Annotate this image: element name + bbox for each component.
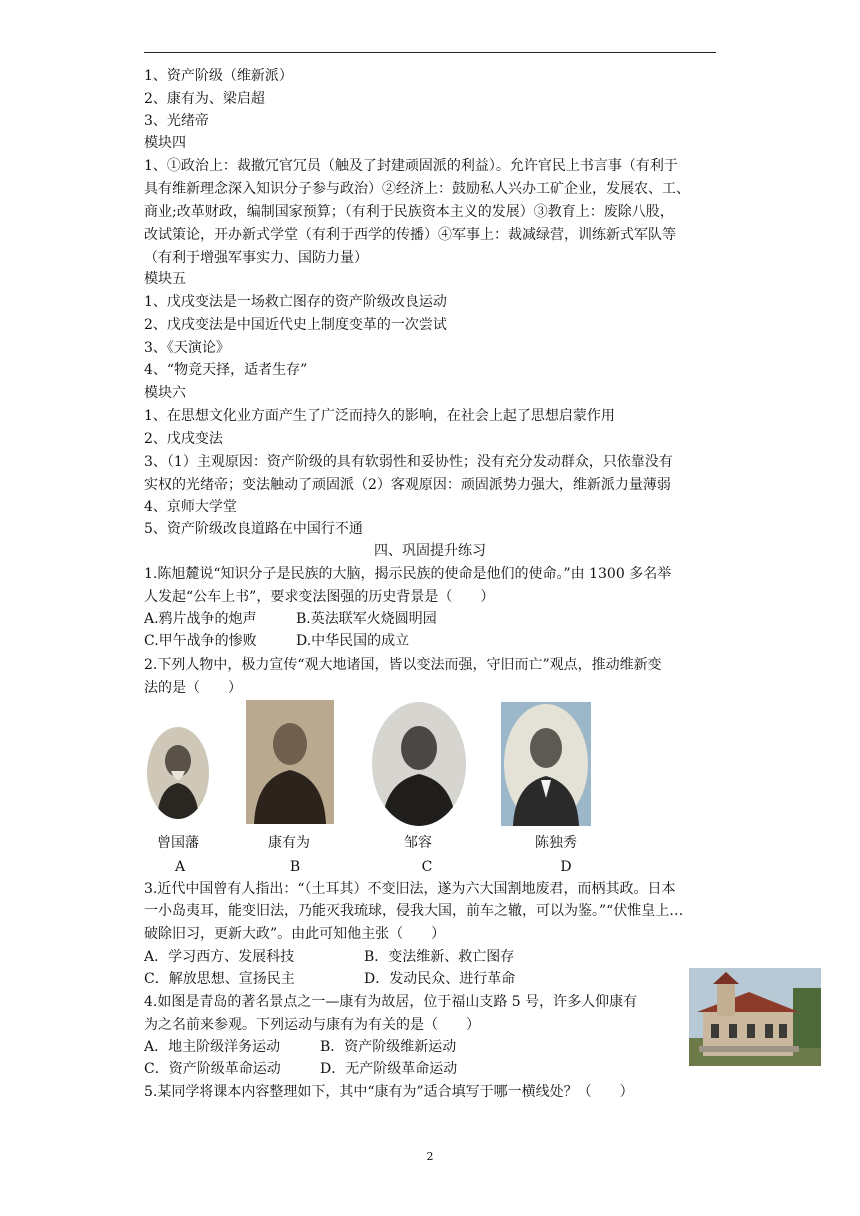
question-1-stem: 人发起“公车上书”，要求变法图强的历史背景是（ ） [144, 589, 495, 605]
answer-line: 1、①政治上：裁撤冗官冗员（触及了封建顽固派的利益）。允许官民上书言事（有利于 [144, 158, 678, 174]
answer-line: 2、康有为、梁启超 [144, 91, 265, 107]
page-number: 2 [426, 1150, 434, 1163]
module-heading: 模块四 [144, 135, 186, 151]
question-2-stem: 2.下列人物中，极力宣传“观大地诸国，皆以变法而强，守旧而亡”观点，推动维新变 [144, 657, 662, 673]
module-heading: 模块五 [144, 271, 186, 287]
question-5-stem: 5.某同学将课本内容整理如下，其中“康有为”适合填写于哪一横线处？（ ） [144, 1084, 634, 1100]
question-4-stem: 4.如图是青岛的著名景点之一—康有为故居，位于福山支路 5 号，许多人仰康有 [144, 994, 638, 1010]
question-2-stem: 法的是（ ） [144, 680, 242, 696]
answer-line: 实权的光绪帝；变法触动了顽固派（2）客观原因：顽固派势力强大，维新派力量薄弱 [144, 477, 671, 493]
q1-option-b: B.英法联军火烧圆明园 [296, 611, 437, 627]
portrait-zou-rong [372, 702, 466, 826]
caption-name-a: 曾国藩 [157, 835, 199, 851]
question-3-stem: 一小岛夷耳，能变旧法，乃能灭我琉球，侵我大国，前车之辙，可以为鉴。”“伏惟皇上… [144, 903, 684, 919]
answer-line: 5、资产阶级改良道路在中国行不通 [144, 521, 363, 537]
caption-name-d: 陈独秀 [535, 835, 577, 851]
answer-line: 4、“物竞天择，适者生存” [144, 362, 308, 378]
q3-option-c: C．解放思想、宣扬民主 [144, 971, 295, 987]
caption-letter-c: C [421, 859, 433, 875]
answer-line: （有利于增强军事实力、国防力量） [144, 250, 368, 266]
caption-name-c: 邹容 [404, 835, 432, 851]
q3-option-a: A．学习西方、发展科技 [144, 949, 295, 965]
q4-option-a: A．地主阶级洋务运动 [144, 1039, 281, 1055]
q4-option-c: C．资产阶级革命运动 [144, 1061, 281, 1077]
answer-line: 4、京师大学堂 [144, 499, 237, 515]
header-rule [144, 52, 716, 53]
caption-letter-d: D [560, 859, 572, 875]
answer-line: 2、戊戌变法 [144, 431, 223, 447]
q1-option-d: D.中华民国的成立 [296, 633, 410, 649]
question-4-stem: 为之名前来参观。下列运动与康有为有关的是（ ） [144, 1017, 480, 1033]
answer-line: 1、资产阶级（维新派） [144, 68, 293, 84]
caption-name-b: 康有为 [268, 835, 310, 851]
answer-line: 1、在思想文化业方面产生了广泛而持久的影响，在社会上起了思想启蒙作用 [144, 408, 615, 424]
kang-youwei-residence-photo [689, 968, 821, 1066]
q1-option-c: C.甲午战争的惨败 [144, 633, 257, 649]
caption-letter-a: A [174, 859, 186, 875]
section-heading: 四、巩固提升练习 [374, 543, 486, 559]
q3-option-d: D．发动民众、进行革命 [364, 971, 516, 987]
answer-line: 3、（1）主观原因：资产阶级的具有软弱性和妥协性；没有充分发动群众，只依靠没有 [144, 454, 673, 470]
question-3-stem: 3.近代中国曾有人指出：“（土耳其）不变旧法，遂为六大国割地废君，而柄其政。日本 [144, 881, 676, 897]
question-1-stem: 1.陈旭麓说“知识分子是民族的大脑，揭示民族的使命是他们的使命。”由 1300 多名举 [144, 566, 672, 582]
portrait-zeng-guofan [147, 727, 209, 819]
answer-line: 3、《天演论》 [144, 340, 230, 356]
portrait-kang-youwei [246, 700, 334, 824]
portrait-chen-duxiu [501, 702, 591, 826]
answer-line: 3、光绪帝 [144, 113, 209, 129]
module-heading: 模块六 [144, 385, 186, 401]
answer-line: 具有维新理念深入知识分子参与政治）②经济上：鼓励私人兴办工矿企业，发展农、工、 [144, 181, 690, 197]
answer-line: 改试策论，开办新式学堂（有利于西学的传播）④军事上：裁减绿营，训练新式军队等 [144, 227, 676, 243]
q4-option-b: B．资产阶级维新运动 [320, 1039, 457, 1055]
q3-option-b: B．变法维新、救亡图存 [364, 949, 515, 965]
q1-option-a: A.鸦片战争的炮声 [144, 611, 257, 627]
answer-line: 商业;改革财政，编制国家预算；（有利于民族资本主义的发展）③教育上：废除八股， [144, 204, 674, 220]
answer-line: 1、戊戌变法是一场救亡图存的资产阶级改良运动 [144, 294, 447, 310]
question-3-stem: 破除旧习，更新大政”。由此可知他主张（ ） [144, 926, 446, 942]
caption-letter-b: B [289, 859, 301, 875]
answer-line: 2、戊戌变法是中国近代史上制度变革的一次尝试 [144, 317, 447, 333]
q4-option-d: D．无产阶级革命运动 [320, 1061, 458, 1077]
